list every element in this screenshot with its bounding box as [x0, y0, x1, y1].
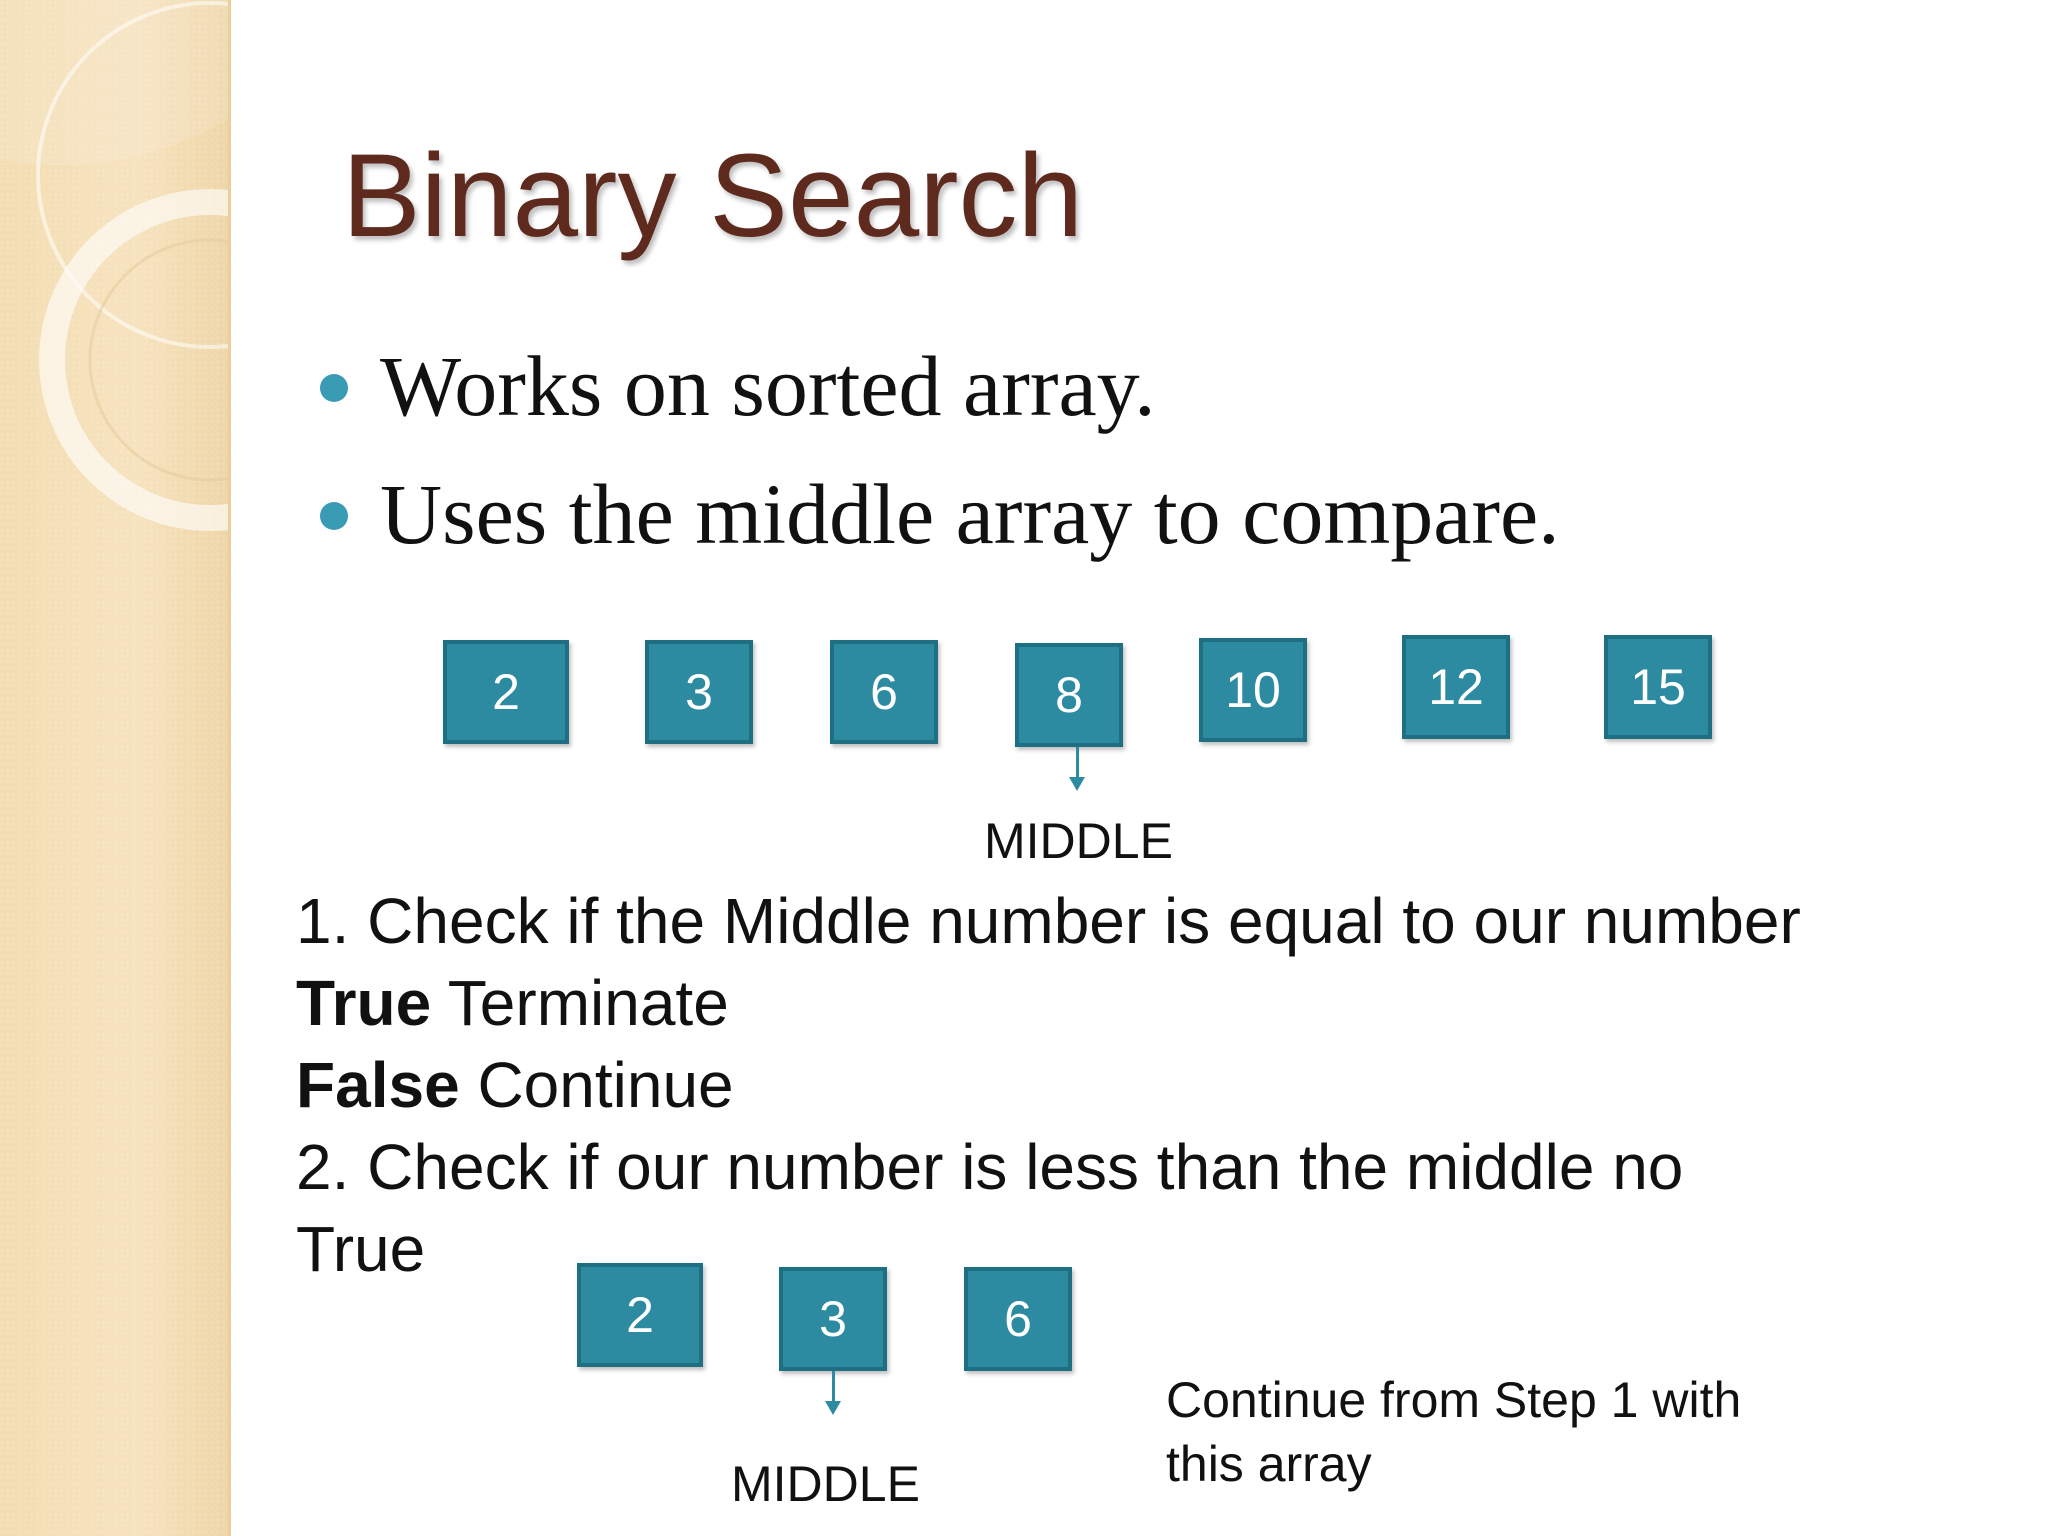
array-cell-middle: 8	[1015, 643, 1123, 747]
false-action: Continue	[477, 1049, 734, 1121]
array-cell: 3	[645, 640, 753, 744]
bullet-dot-icon	[320, 502, 348, 530]
true-keyword: True	[296, 967, 432, 1039]
decorative-circles	[0, 0, 228, 1536]
continue-note: Continue from Step 1 with this array	[1166, 1372, 1742, 1492]
step-1: 1. Check if the Middle number is equal to our number	[296, 885, 1801, 957]
step-2-result: True	[296, 1213, 426, 1285]
sub-array-cell: 6	[964, 1267, 1072, 1371]
bullet-item	[310, 450, 1560, 578]
array-cell: 15	[1604, 635, 1712, 739]
step-2: 2. Check if our number is less than the middle no	[296, 1131, 1684, 1203]
false-keyword: False	[296, 1049, 460, 1121]
decorative-sidebar	[0, 0, 231, 1536]
middle-arrow-icon	[1076, 747, 1079, 777]
bullet-list	[310, 322, 1560, 578]
true-action: Terminate	[447, 967, 729, 1039]
middle-label: MIDDLE	[984, 813, 1173, 869]
true-line	[296, 962, 1801, 1044]
middle-arrow-icon	[832, 1371, 835, 1401]
array-cell: 12	[1402, 635, 1510, 739]
array-cell: 2	[443, 640, 569, 744]
false-line	[296, 1044, 1801, 1126]
array-cell: 6	[830, 640, 938, 744]
middle-label: MIDDLE	[731, 1456, 920, 1512]
array-cell: 10	[1199, 638, 1307, 742]
bullet-item	[310, 322, 1560, 450]
sub-array-cell-middle: 3	[779, 1267, 887, 1371]
bullet-dot-icon	[320, 374, 348, 402]
slide-title: Binary Search	[342, 130, 1084, 262]
bullet-text: Uses the middle array to compare.	[380, 466, 1560, 562]
sub-array-cell: 2	[577, 1263, 703, 1367]
steps-text	[296, 880, 1801, 1290]
bullet-text: Works on sorted array.	[380, 338, 1156, 434]
